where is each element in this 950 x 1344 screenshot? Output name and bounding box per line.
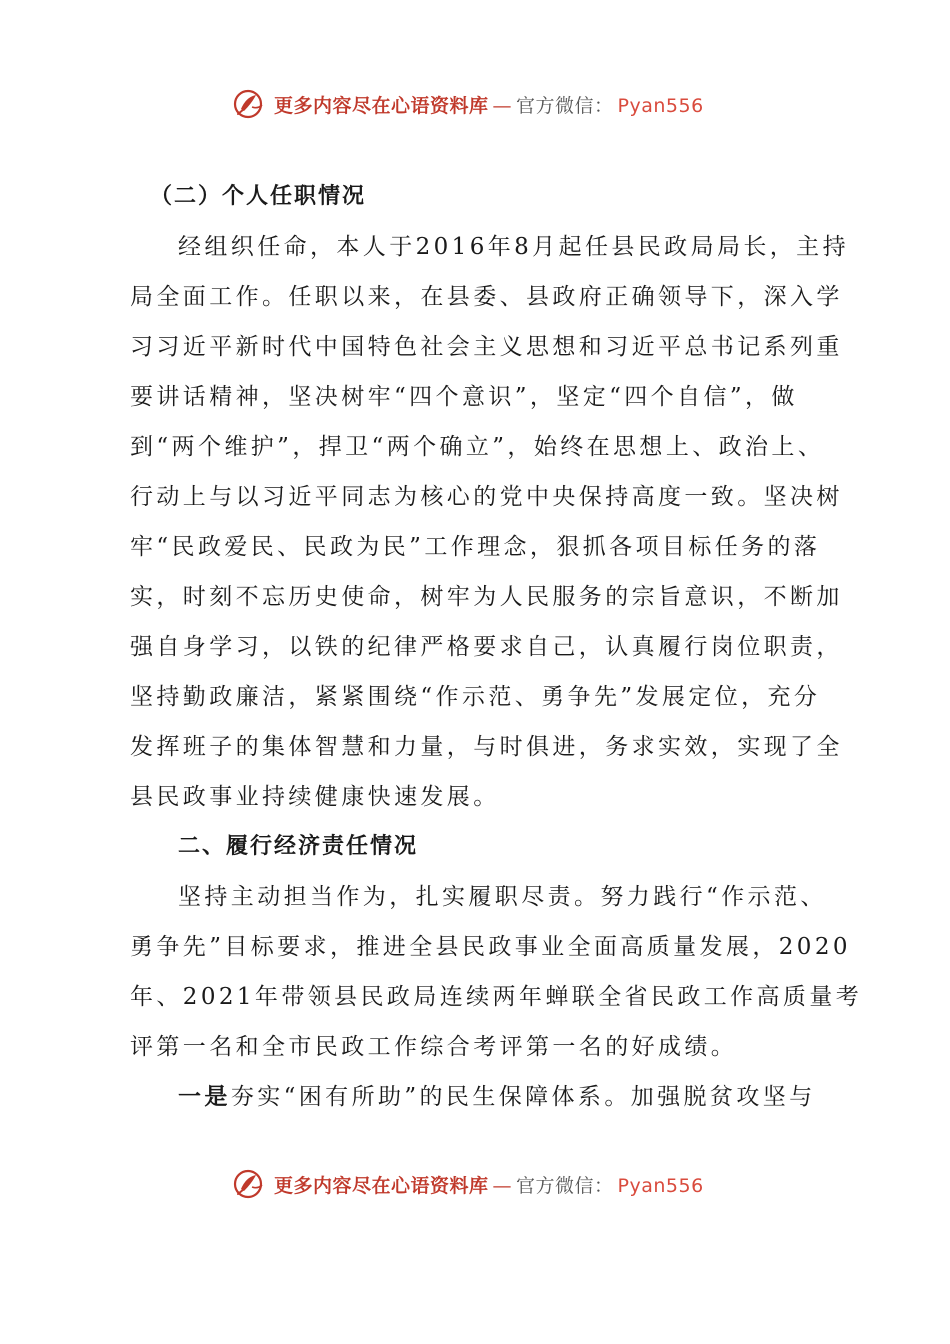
watermark-separator: —	[492, 94, 513, 117]
text-line: 行动上与以习近平同志为核心的党中央保持高度一致。坚决树	[130, 484, 843, 510]
paragraph-3-lead: 一是	[178, 1084, 231, 1110]
text-line: 局全面工作。任职以来，在县委、县政府正确领导下，深入学	[130, 284, 843, 310]
watermark-main: 更多内容尽在心语资料库	[274, 1174, 489, 1197]
text-line: 发挥班子的集体智慧和力量，与时俱进，务求实效，实现了全	[130, 734, 843, 760]
heading-personal: （二）个人任职情况	[150, 184, 367, 209]
text-line: 评第一名和全市民政工作综合考评第一名的好成绩。	[130, 1034, 738, 1060]
text-line: 强自身学习，以铁的纪律严格要求自己，认真履行岗位职责，	[130, 634, 843, 660]
text-line: 坚持勤政廉洁，紧紧围绕“作示范、勇争先”发展定位，充分	[130, 684, 821, 710]
watermark-text	[274, 1171, 704, 1198]
text-line: 到“两个维护”，捍卫“两个确立”，始终在思想上、政治上、	[130, 434, 825, 460]
text-line: 坚持主动担当作为，扎实履职尽责。努力践行“作示范、	[178, 884, 827, 910]
watermark-label: 官方微信：	[516, 1174, 614, 1197]
watermark-banner-bottom	[232, 1166, 752, 1202]
paragraph-3-text: 夯实“困有所助”的民生保障体系。加强脱贫攻坚与	[230, 1084, 816, 1110]
text-line: 习习近平新时代中国特色社会主义思想和习近平总书记系列重	[130, 334, 843, 360]
text-line: 县民政事业持续健康快速发展。	[130, 784, 500, 810]
text-line: 实，时刻不忘历史使命，树牢为人民服务的宗旨意识，不断加	[130, 584, 843, 610]
text-line: 经组织任命，本人于2016年8月起任县民政局局长，主持	[178, 234, 849, 260]
watermark-main: 更多内容尽在心语资料库	[274, 94, 489, 117]
text-line: 要讲话精神，坚决树牢“四个意识”，坚定“四个自信”，做	[130, 384, 798, 410]
text-line: 年、2021年带领县民政局连续两年蝉联全省民政工作高质量考	[130, 984, 863, 1010]
watermark-id: Pyan556	[617, 1174, 704, 1197]
watermark-id: Pyan556	[617, 94, 704, 117]
watermark-banner-top	[232, 86, 752, 122]
watermark-separator: —	[492, 1174, 513, 1197]
paragraph-3	[130, 1072, 834, 1122]
watermark-label: 官方微信：	[516, 94, 614, 117]
pen-logo-icon	[232, 1167, 266, 1201]
heading-section-2: 二、履行经济责任情况	[178, 834, 419, 859]
paragraph-1	[130, 222, 849, 822]
pen-logo-icon	[232, 87, 266, 121]
watermark-text	[274, 91, 704, 118]
paragraph-2	[130, 872, 863, 1072]
text-line: 勇争先”目标要求，推进全县民政事业全面高质量发展，2020	[130, 934, 851, 960]
document-body	[130, 172, 863, 1122]
text-line: 牢“民政爱民、民政为民”工作理念，狠抓各项目标任务的落	[130, 534, 821, 560]
